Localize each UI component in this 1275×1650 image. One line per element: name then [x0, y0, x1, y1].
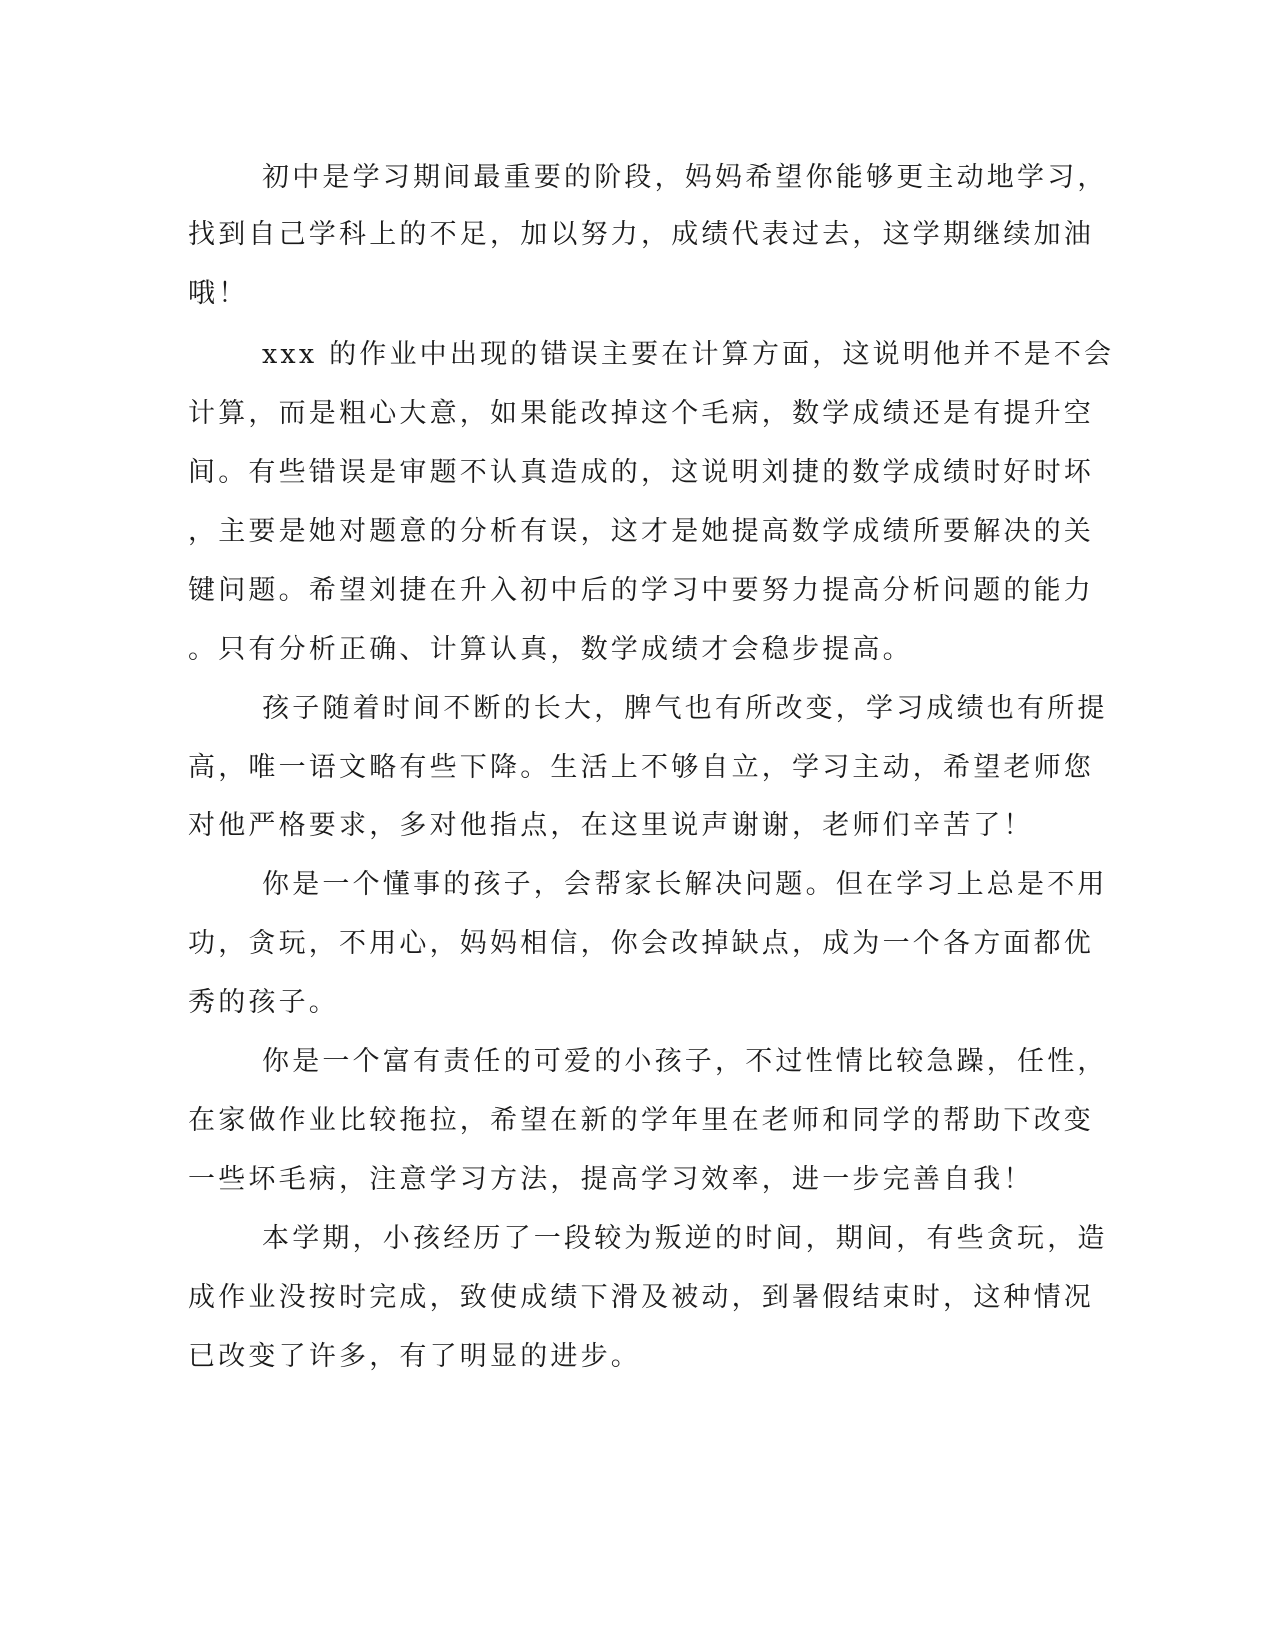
paragraph-6-line-1: 本学期，小孩经历了一段较为叛逆的时间，期间，有些贪玩，造 — [262, 1223, 1108, 1254]
paragraph-4-line-3: 秀的孩子。 — [188, 987, 339, 1018]
paragraph-2-line-4: ，主要是她对题意的分析有误，这才是她提高数学成绩所要解决的关 — [188, 516, 1094, 547]
paragraph-5-line-3: 一些坏毛病，注意学习方法，提高学习效率，进一步完善自我！ — [188, 1164, 1034, 1195]
paragraph-4-line-1: 你是一个懂事的孩子，会帮家长解决问题。但在学习上总是不用 — [262, 869, 1108, 900]
paragraph-6-line-3: 已改变了许多，有了明显的进步。 — [188, 1341, 641, 1372]
paragraph-5-line-1: 你是一个富有责任的可爱的小孩子，不过性情比较急躁，任性， — [262, 1046, 1108, 1077]
paragraph-1-line-1: 初中是学习期间最重要的阶段，妈妈希望你能够更主动地学习， — [262, 162, 1108, 193]
paragraph-2-line-1: xxx 的作业中出现的错误主要在计算方面，这说明他并不是不会 — [262, 339, 1115, 370]
paragraph-2-line-3: 间。有些错误是审题不认真造成的，这说明刘捷的数学成绩时好时坏 — [188, 457, 1094, 488]
paragraph-5-line-2: 在家做作业比较拖拉，希望在新的学年里在老师和同学的帮助下改变 — [188, 1105, 1094, 1136]
paragraph-6-line-2: 成作业没按时完成，致使成绩下滑及被动，到暑假结束时，这种情况 — [188, 1282, 1094, 1313]
paragraph-2-line-2: 计算，而是粗心大意，如果能改掉这个毛病，数学成绩还是有提升空 — [188, 398, 1094, 429]
paragraph-1-line-3: 哦！ — [188, 278, 249, 309]
paragraph-1-line-2: 找到自己学科上的不足，加以努力，成绩代表过去，这学期继续加油 — [188, 219, 1094, 250]
paragraph-2-line-6: 。只有分析正确、计算认真，数学成绩才会稳步提高。 — [188, 634, 913, 665]
paragraph-3-line-3: 对他严格要求，多对他指点，在这里说声谢谢，老师们辛苦了！ — [188, 810, 1034, 841]
paragraph-3-line-1: 孩子随着时间不断的长大，脾气也有所改变，学习成绩也有所提 — [262, 693, 1108, 724]
paragraph-4-line-2: 功，贪玩，不用心，妈妈相信，你会改掉缺点，成为一个各方面都优 — [188, 928, 1094, 959]
paragraph-2-line-5: 键问题。希望刘捷在升入初中后的学习中要努力提高分析问题的能力 — [188, 575, 1094, 606]
paragraph-3-line-2: 高，唯一语文略有些下降。生活上不够自立，学习主动，希望老师您 — [188, 752, 1094, 783]
